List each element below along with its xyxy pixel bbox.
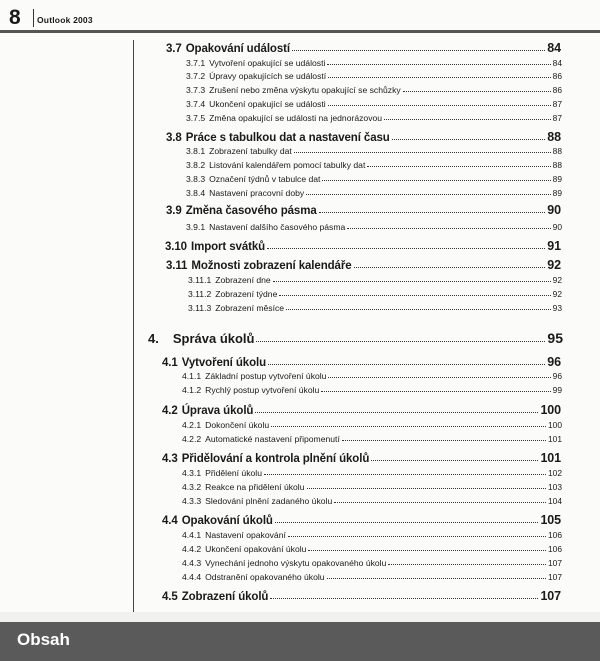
toc-entry-title: Ukončení opakující se události	[209, 99, 326, 109]
toc-dot-leader	[328, 105, 551, 106]
toc-entry-number: 3.9.1	[186, 222, 206, 232]
toc-subsection	[186, 222, 562, 232]
toc-page-number: 86	[552, 71, 562, 81]
toc-entry-number: 3.11.3	[188, 303, 212, 313]
toc-dot-leader	[384, 119, 551, 120]
toc-subsection	[182, 544, 562, 554]
toc-dot-leader	[327, 64, 550, 65]
toc-page-number: 92	[552, 289, 562, 299]
toc-entry-number: 3.8.2	[186, 160, 206, 170]
toc-entry-title: Ukončení opakování úkolu	[205, 544, 307, 554]
toc-dot-leader	[286, 309, 551, 310]
book-title: Outlook 2003	[37, 15, 93, 25]
toc-page-number: 86	[552, 85, 562, 95]
toc-entry-title: Nastavení pracovní doby	[209, 188, 305, 198]
toc-entry-number: 4.4.2	[182, 544, 202, 554]
toc-page-number: 95	[547, 330, 563, 346]
toc-entry-title: Zrušení nebo změna výskytu opakující se schůzky	[209, 85, 401, 95]
toc-dot-leader	[328, 77, 551, 78]
footer-section-label: Obsah	[17, 630, 70, 649]
toc-entry-number: 4.3	[162, 453, 178, 465]
toc-entry-title: Zobrazení tabulky dat	[209, 146, 292, 156]
toc-section	[166, 258, 561, 272]
toc-dot-leader	[403, 91, 551, 92]
toc-dot-leader	[307, 488, 547, 489]
toc-page-number: 91	[547, 239, 561, 253]
toc-page-number: 100	[540, 403, 561, 417]
toc-dot-leader	[268, 364, 545, 365]
toc-page-number: 87	[552, 99, 562, 109]
toc-dot-leader	[275, 522, 539, 523]
page-footer	[0, 622, 600, 661]
toc-section	[162, 451, 561, 465]
toc-entry-title: Nastavení dalšího časového pásma	[209, 222, 346, 232]
toc-entry-title: Zobrazení úkolů	[181, 591, 269, 603]
toc-entry-title: Přidělení úkolu	[205, 468, 262, 478]
toc-dot-leader	[354, 267, 546, 268]
toc-page-number: 84	[547, 41, 561, 55]
toc-entry-title: Dokončení úkolu	[205, 420, 270, 430]
toc-dot-leader	[328, 377, 550, 378]
toc-entry-title: Opakování úkolů	[181, 515, 273, 527]
toc-entry-title: Úpravy opakujících se událostí	[209, 71, 327, 81]
toc-entry-title: Možnosti zobrazení kalendáře	[191, 260, 352, 272]
toc-chapter	[148, 330, 563, 346]
footer-gap	[0, 612, 600, 622]
toc-dot-leader	[255, 412, 538, 413]
toc-entry-number: 3.8	[166, 132, 182, 144]
toc-entry-number: 3.9	[166, 205, 182, 217]
toc-dot-leader	[321, 391, 550, 392]
toc-page-number: 104	[548, 496, 562, 506]
toc-section	[165, 239, 561, 253]
toc-entry-title: Listování kalendářem pomocí tabulky dat	[209, 160, 366, 170]
toc-dot-leader	[271, 426, 546, 427]
toc-entry-number: 4.3.2	[182, 482, 202, 492]
toc-subsection	[186, 146, 562, 156]
toc-entry-title: Úprava úkolů	[181, 405, 254, 417]
toc-dot-leader	[256, 341, 545, 342]
toc-entry-number: 4.4.1	[182, 530, 202, 540]
toc-dot-leader	[288, 536, 546, 537]
toc-dot-leader	[347, 228, 550, 229]
toc-dot-leader	[279, 295, 550, 296]
toc-section	[162, 403, 561, 417]
toc-entry-number: 4.2.1	[182, 420, 202, 430]
toc-entry-number: 3.7.5	[186, 113, 206, 123]
toc-page-number: 103	[548, 482, 562, 492]
toc-section	[166, 41, 561, 55]
toc-dot-leader	[388, 564, 546, 565]
toc-entry-number: 4.5	[162, 591, 178, 603]
toc-entry-number: 4.1.2	[182, 385, 202, 395]
toc-entry-number: 4.2.2	[182, 434, 202, 444]
toc-entry-number: 3.7.4	[186, 99, 206, 109]
toc-dot-leader	[273, 281, 551, 282]
toc-page-number: 100	[548, 420, 562, 430]
toc-entry-title: Základní postup vytvoření úkolu	[205, 371, 327, 381]
toc-entry-title: Odstranění opakovaného úkolu	[205, 572, 325, 582]
toc-dot-leader	[334, 502, 546, 503]
toc-subsection	[186, 58, 562, 68]
toc-entry-number: 3.8.3	[186, 174, 206, 184]
toc-page-number: 90	[552, 222, 562, 232]
toc-entry-title: Opakování událostí	[185, 43, 290, 55]
toc-entry-title: Přidělování a kontrola plnění úkolů	[181, 453, 370, 465]
toc-entry-title: Zobrazení týdne	[215, 289, 278, 299]
toc-dot-leader	[294, 152, 551, 153]
toc-entry-title: Označení týdnů v tabulce dat	[209, 174, 321, 184]
toc-subsection	[182, 371, 562, 381]
toc-section	[162, 355, 561, 369]
toc-entry-title: Práce s tabulkou dat a nastavení času	[185, 132, 390, 144]
toc-entry-title: Import svátků	[190, 241, 266, 253]
toc-page-number: 84	[552, 58, 562, 68]
toc-page-number: 89	[552, 174, 562, 184]
toc-subsection	[186, 188, 562, 198]
toc-page-number: 101	[540, 451, 561, 465]
toc-subsection	[186, 99, 562, 109]
toc-section	[162, 589, 561, 603]
toc-entry-number: 3.11	[166, 260, 188, 272]
toc-dot-leader	[392, 139, 546, 140]
toc-page-number: 88	[552, 160, 562, 170]
toc-subsection	[186, 160, 562, 170]
toc-subsection	[182, 530, 562, 540]
toc-subsection	[182, 572, 562, 582]
toc-section	[166, 130, 561, 144]
toc-dot-leader	[322, 180, 550, 181]
toc-subsection	[188, 303, 562, 313]
toc-entry-title: Vytvoření opakující se události	[209, 58, 326, 68]
toc-entry-number: 4.3.3	[182, 496, 202, 506]
toc-entry-title: Vytvoření úkolu	[181, 357, 267, 369]
toc-page-number: 107	[548, 572, 562, 582]
toc-entry-number: 4.3.1	[182, 468, 202, 478]
toc-page-number: 105	[540, 513, 561, 527]
toc-entry-title: Sledování plnění zadaného úkolu	[205, 496, 333, 506]
toc-subsection	[182, 434, 562, 444]
toc-subsection	[186, 113, 562, 123]
toc-entry-number: 3.11.2	[188, 289, 212, 299]
toc-subsection	[186, 174, 562, 184]
toc-dot-leader	[327, 578, 546, 579]
toc-dot-leader	[292, 50, 545, 51]
toc-entry-number: 4.4.3	[182, 558, 202, 568]
toc-entry-title: Správa úkolů	[172, 331, 255, 346]
toc-dot-leader	[371, 460, 538, 461]
toc-dot-leader	[267, 248, 545, 249]
toc-entry-number: 4.1	[162, 357, 178, 369]
toc-page-number: 106	[548, 530, 562, 540]
toc-entry-number: 4.	[148, 331, 159, 346]
toc-subsection	[182, 496, 562, 506]
toc-entry-number: 3.7.2	[186, 71, 206, 81]
toc-entry-number: 4.2	[162, 405, 178, 417]
toc-entry-number: 3.8.4	[186, 188, 206, 198]
toc-subsection	[182, 468, 562, 478]
toc-page-number: 107	[540, 589, 561, 603]
toc-entry-title: Zobrazení měsíce	[215, 303, 285, 313]
toc-entry-number: 4.4.4	[182, 572, 202, 582]
toc-dot-leader	[342, 440, 546, 441]
toc-dot-leader	[319, 212, 546, 213]
toc-page-number: 96	[552, 371, 562, 381]
toc-page-number: 92	[552, 275, 562, 285]
toc-entry-number: 3.7.3	[186, 85, 206, 95]
toc-page-number: 89	[552, 188, 562, 198]
toc-dot-leader	[367, 166, 550, 167]
toc-subsection	[188, 289, 562, 299]
toc-entry-number: 3.8.1	[186, 146, 206, 156]
toc-subsection	[182, 558, 562, 568]
toc-dot-leader	[264, 474, 546, 475]
toc-subsection	[182, 482, 562, 492]
toc-page-number: 90	[547, 203, 561, 217]
toc-entry-number: 4.4	[162, 515, 178, 527]
toc-entry-number: 3.10	[165, 241, 187, 253]
toc-page-number: 88	[552, 146, 562, 156]
page-number: 8	[9, 6, 21, 29]
toc-page-number: 93	[552, 303, 562, 313]
toc-page-number: 87	[552, 113, 562, 123]
toc-subsection	[186, 71, 562, 81]
toc-entry-title: Zobrazení dne	[215, 275, 271, 285]
toc-entry-number: 3.11.1	[188, 275, 212, 285]
toc-page-number: 96	[547, 355, 561, 369]
toc-page-number: 99	[552, 385, 562, 395]
toc-page-number: 88	[547, 130, 561, 144]
toc-subsection	[186, 85, 562, 95]
toc-page-number: 102	[548, 468, 562, 478]
toc-dot-leader	[270, 598, 538, 599]
toc-page-number: 92	[547, 258, 561, 272]
toc-page-number: 101	[548, 434, 562, 444]
toc-entry-title: Reakce na přidělení úkolu	[205, 482, 305, 492]
toc-entry-title: Změna časového pásma	[185, 205, 317, 217]
toc-entry-title: Rychlý postup vytvoření úkolu	[205, 385, 320, 395]
toc-entry-number: 3.7	[166, 43, 182, 55]
toc-page-number: 107	[548, 558, 562, 568]
toc-page-number: 106	[548, 544, 562, 554]
toc-section	[162, 513, 561, 527]
toc-entry-title: Nastavení opakování	[205, 530, 286, 540]
toc-section	[166, 203, 561, 217]
toc-dot-leader	[306, 194, 550, 195]
toc-entry-title: Změna opakující se události na jednorázovou	[209, 113, 383, 123]
toc-entry-number: 4.1.1	[182, 371, 202, 381]
toc-subsection	[182, 420, 562, 430]
toc-dot-leader	[308, 550, 546, 551]
toc-entry-number: 3.7.1	[186, 58, 206, 68]
toc-subsection	[182, 385, 562, 395]
toc-entry-title: Automatické nastavení připomenutí	[205, 434, 340, 444]
toc-subsection	[188, 275, 562, 285]
toc-entry-title: Vynechání jednoho výskytu opakovaného úkolu	[205, 558, 387, 568]
